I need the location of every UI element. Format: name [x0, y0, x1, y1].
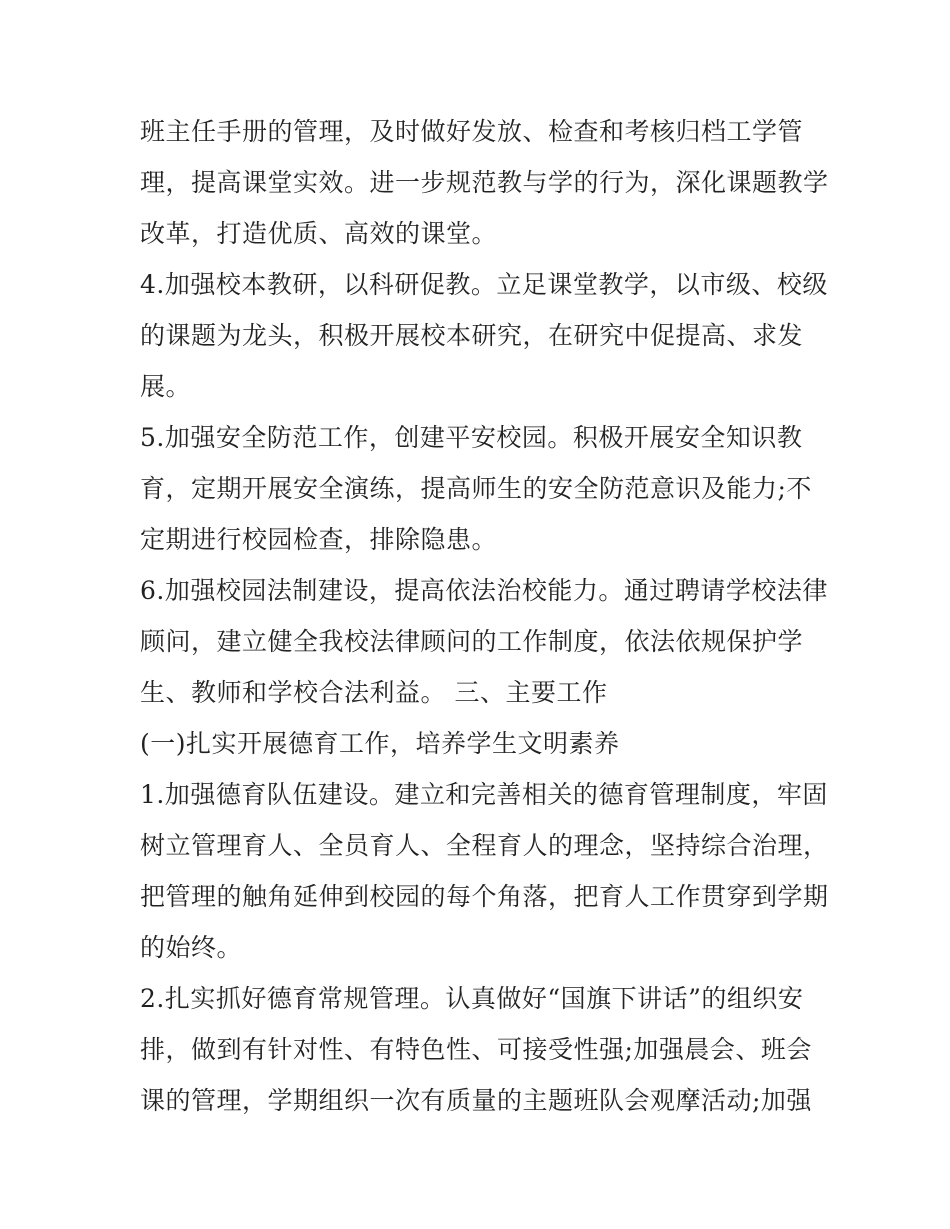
text-line: 定期进行校园检查，排除隐患。 [140, 525, 498, 554]
text-line: 课的管理，学期组织一次有质量的主题班队会观摩活动;加强 [140, 1086, 812, 1115]
text-line: 把管理的触角延伸到校园的每个角落，把育人工作贯穿到学期 [140, 882, 829, 911]
text-line: 5.加强安全防范工作，创建平安校园。积极开展安全知识教 [140, 423, 803, 452]
section-heading: (一)扎实开展德育工作，培养学生文明素养 [140, 729, 620, 758]
text-line: 2.扎实抓好德育常规管理。认真做好“国旗下讲话”的组织安 [140, 984, 804, 1013]
document-body [140, 106, 829, 1126]
text-line: 理，提高课堂实效。进一步规范教与学的行为，深化课题教学 [140, 168, 829, 197]
text-line: 的课题为龙头，积极开展校本研究，在研究中促提高、求发 [140, 321, 804, 350]
text-line: 展。 [140, 372, 192, 401]
text-line: 改革，打造优质、高效的课堂。 [140, 219, 498, 248]
text-line: 生、教师和学校合法利益。 三、主要工作 [140, 678, 608, 707]
text-line: 1.加强德育队伍建设。建立和完善相关的德育管理制度，牢固 [140, 780, 828, 809]
text-line: 班主任手册的管理，及时做好发放、检查和考核归档工学管 [140, 117, 804, 146]
text-line: 6.加强校园法制建设，提高依法治校能力。通过聘请学校法律 [140, 576, 828, 605]
text-line: 顾问，建立健全我校法律顾问的工作制度，依法依规保护学 [140, 627, 804, 656]
text-line: 排，做到有针对性、有特色性、可接受性强;加强晨会、班会 [140, 1035, 812, 1064]
text-line: 树立管理育人、全员育人、全程育人的理念，坚持综合治理， [140, 831, 829, 860]
text-line: 育，定期开展安全演练，提高师生的安全防范意识及能力;不 [140, 474, 812, 503]
text-line: 的始终。 [140, 933, 243, 962]
text-line: 4.加强校本教研，以科研促教。立足课堂教学，以市级、校级 [140, 270, 828, 299]
